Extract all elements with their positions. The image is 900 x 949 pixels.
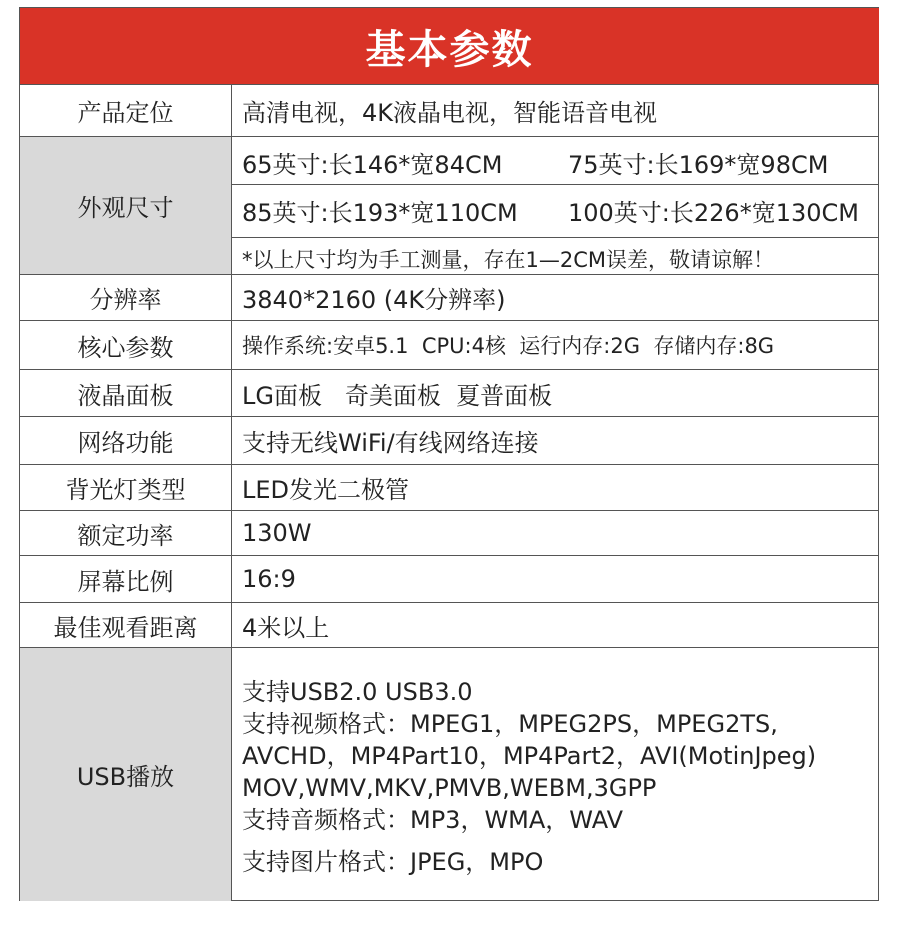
label-position: 产品定位 — [77, 99, 174, 127]
value-position: 高清电视，4K液晶电视，智能语音电视 — [242, 99, 658, 127]
label-size: 外观尺寸 — [20, 137, 231, 274]
table-title: 基本参数 — [20, 8, 879, 84]
label-panel: 液晶面板 — [77, 381, 174, 410]
usb-line: 支持图片格式：JPEG，MPO — [242, 848, 544, 876]
usb-line: 支持音频格式：MP3，WMA，WAV — [242, 806, 624, 834]
label-network: 网络功能 — [77, 429, 174, 457]
label-power: 额定功率 — [77, 521, 174, 550]
row-divider — [231, 237, 879, 238]
value-panel: LG面板 奇美面板 夏普面板 — [242, 381, 553, 410]
value-distance: 4米以上 — [242, 613, 330, 642]
label-resolution: 分辨率 — [89, 286, 162, 314]
value-backlight: LED发光二极管 — [242, 476, 410, 504]
size-note: *以上尺寸均为手工测量，存在1—2CM误差，敬请谅解！ — [242, 248, 775, 272]
value-core: 操作系统:安卓5.1 CPU:4核 运行内存:2G 存储内存:8G — [242, 334, 775, 358]
row-divider — [20, 647, 879, 648]
label-core: 核心参数 — [77, 333, 174, 362]
label-distance: 最佳观看距离 — [53, 613, 198, 642]
row-divider — [20, 136, 879, 137]
label-ratio: 屏幕比例 — [77, 567, 174, 596]
row-divider — [231, 184, 879, 185]
size-100: 100英寸:长226*宽130CM — [568, 199, 859, 227]
usb-line: MOV,WMV,MKV,PMVB,WEBM,3GPP — [242, 774, 657, 802]
value-resolution: 3840*2160 (4K分辨率) — [242, 286, 506, 314]
size-85: 85英寸:长193*宽110CM — [242, 199, 518, 227]
column-divider — [231, 84, 232, 901]
value-network: 支持无线WiFi/有线网络连接 — [242, 429, 539, 457]
value-usb — [242, 676, 816, 878]
size-65: 65英寸:长146*宽84CM — [242, 151, 503, 179]
label-backlight: 背光灯类型 — [65, 476, 186, 504]
value-ratio: 16:9 — [242, 565, 296, 593]
label-usb: USB播放 — [20, 648, 231, 901]
value-power: 130W — [242, 519, 312, 547]
usb-line: 支持USB2.0 USB3.0 — [242, 678, 473, 706]
usb-line: 支持视频格式：MPEG1，MPEG2PS，MPEG2TS, — [242, 710, 778, 738]
usb-line: AVCHD，MP4Part10，MP4Part2，AVI(MotinJpeg) — [242, 742, 817, 770]
size-75: 75英寸:长169*宽98CM — [568, 151, 829, 179]
